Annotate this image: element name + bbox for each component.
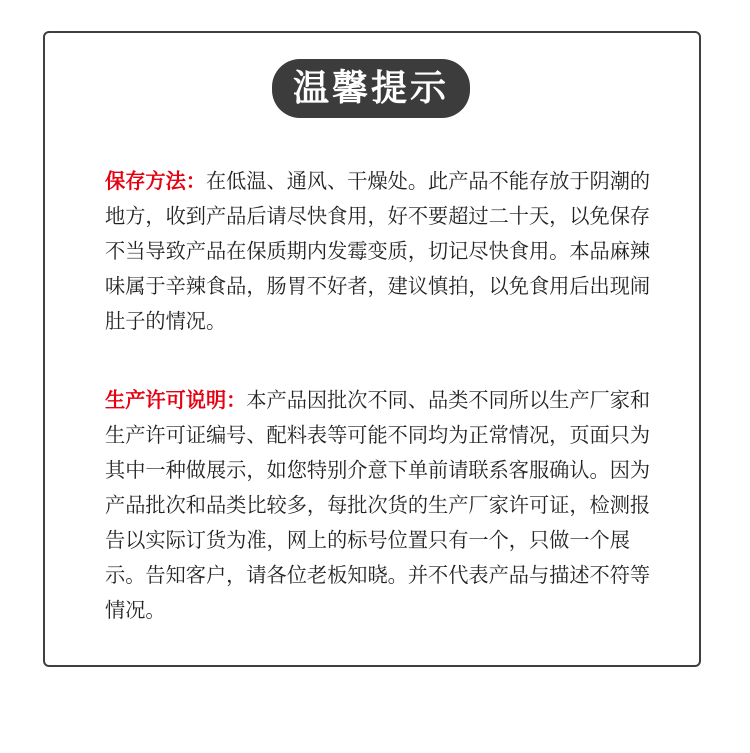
license-label: 生产许可说明： [105,388,247,412]
notice-title: 温馨提示 [272,59,470,118]
storage-label: 保存方法： [105,169,206,193]
license-text: 本产品因批次不同、品类不同所以生产厂家和生产许可证编号、配料表等可能不同均为正常情况，页面只为其中一种做展示，如您特别介意下单前请联系客服确认。因为产品批次和品类比较多，每批次货的生产厂家许可证，检测报告以实际订货为准，网上的标号位置只有一个，只做一个展示。告知客户，请各位老板知晓。并不代表产品与描述不符等情况。 [105,388,651,622]
storage-text: 在低温、通风、干燥处。此产品不能存放于阴潮的地方，收到产品后请尽快食用，好不要超过二十天，以免保存不当导致产品在保质期内发霉变质，切记尽快食用。本品麻辣味属于辛辣食品，肠胃不好者，建议慎拍，以免食用后出现闹肚子的情况。 [105,169,651,333]
license-section [105,383,665,628]
storage-section [105,164,665,339]
